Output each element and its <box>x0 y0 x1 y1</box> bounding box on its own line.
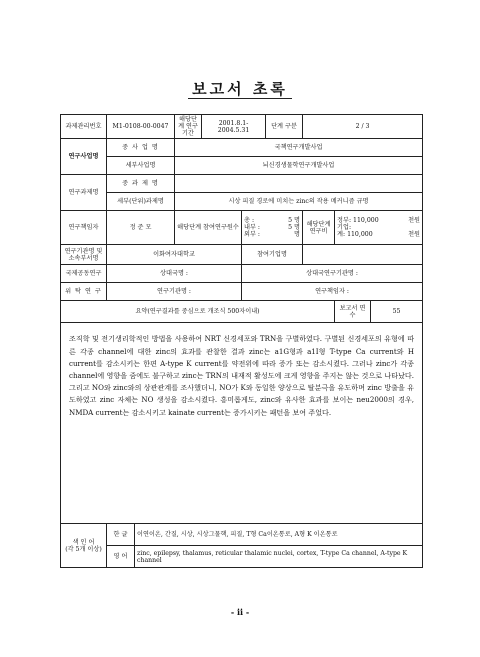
page-title: 보고서 초록 <box>192 80 288 98</box>
row-project-info <box>61 115 423 139</box>
keywords-sublabel: (각 5개 이상) <box>65 545 102 553</box>
intl-country: 상대국명 : <box>107 265 242 283</box>
staff-counts <box>242 211 303 245</box>
pages-value: 55 <box>371 301 423 323</box>
fund-gov-unit: 천원 <box>408 217 421 225</box>
staff-internal-label: 내부 : <box>244 224 261 232</box>
row-intl <box>61 265 423 283</box>
staff-total-value: 5 명 <box>288 217 301 225</box>
staff-external-label: 외부 : <box>244 231 261 239</box>
main-program-value: 국책연구개발사업 <box>175 139 423 157</box>
fund-gov-label: 정부: <box>337 217 352 225</box>
detail-task-value: 시상 피질 경로에 미치는 zinc의 작용 메커니즘 규명 <box>175 193 423 211</box>
row-keywords-en <box>61 546 423 568</box>
consign-label: 위 탁 연 구 <box>61 283 107 301</box>
pages-label: 보고서 면수 <box>335 301 371 323</box>
fund-sum-label: 계: <box>337 231 346 239</box>
row-main-task <box>61 175 423 193</box>
pi-name: 정 준 모 <box>107 211 175 245</box>
row-institution <box>61 245 423 265</box>
row-detail-task <box>61 193 423 211</box>
sub-program-value: 뇌신경생물학연구개발사업 <box>175 157 423 175</box>
consign-inst: 연구기관명 : <box>107 283 242 301</box>
period-value: 2001.8.1-2004.5.31 <box>202 115 266 139</box>
summary-cell <box>61 323 423 524</box>
row-summary-header <box>61 301 423 323</box>
staff-label: 해당단계 참여연구원수 <box>175 211 242 245</box>
institution-value: 이화여자대학교 <box>107 245 242 265</box>
project-no-label: 과제관리번호 <box>61 115 107 139</box>
stage-label: 단계 구분 <box>266 115 303 139</box>
sub-program-label: 세부사업명 <box>107 157 175 175</box>
stage-value: 2 / 3 <box>303 115 423 139</box>
row-researcher <box>61 211 423 245</box>
page-number: - ii - <box>230 607 250 617</box>
partner-label: 참여기업명 <box>242 245 303 265</box>
fund-values <box>335 211 423 245</box>
staff-internal-value: 5 명 <box>288 224 301 232</box>
partner-value <box>303 245 423 265</box>
staff-total-label: 총 : <box>244 217 255 225</box>
keywords-en-value: zinc, epilepsy, thalamus, reticular thalamic nuclei, cortex, T-type Ca channel, A-type K channel <box>135 546 423 568</box>
project-no-value: M1-0108-00-0047 <box>107 115 175 139</box>
fund-sum-value: 110,000 <box>347 231 373 239</box>
pi-label: 연구책임자 <box>61 211 107 245</box>
row-summary <box>61 323 423 524</box>
keywords-label-cell <box>61 524 107 568</box>
keywords-ko-value: 이연이온, 간질, 시상, 시상그물핵, 피질, T형 Ca이온통로, A형 K 이온통로 <box>135 524 423 546</box>
fund-gov-value: 110,000 <box>353 217 379 225</box>
fund-label: 해당단계 연구비 <box>303 211 335 245</box>
row-consign <box>61 283 423 301</box>
row-keywords-ko <box>61 524 423 546</box>
period-label: 해당단계 연구기간 <box>175 115 202 139</box>
intl-label: 국제공동연구 <box>61 265 107 283</box>
fund-corp-label: 기업: <box>337 224 352 232</box>
detail-task-label: 세부(단위)과제명 <box>107 193 175 211</box>
task-label: 연구과제명 <box>61 175 107 211</box>
row-sub-program <box>61 157 423 175</box>
main-task-label: 중 과 제 명 <box>107 175 175 193</box>
row-main-program <box>61 139 423 157</box>
intl-inst: 상대국연구기관명 : <box>242 265 423 283</box>
institution-label: 연구기관명 및 소속부서명 <box>61 245 107 265</box>
report-abstract-table <box>60 114 423 568</box>
keywords-en-label: 영 어 <box>107 546 135 568</box>
consign-pi: 연구책임자 : <box>242 283 423 301</box>
keywords-ko-label: 한 글 <box>107 524 135 546</box>
summary-paragraph: 조직학 및 전기생리학적인 방법을 사용하여 NRT 신경세포와 TRN을 구별하였다. 구별된 신경세포의 유형에 따른 각종 channel에 대한 zinc의 효과를 관찰한 결과 zinc는 a1G형과 a1I형 T-type Ca current와 H current를 감소시키는 한편 A-type K current를 약전위에 따라 증가 또는 감소시켰다. 그러나 zinc가 각종 channel에 영향을 줌에도 불구하고 zinc는 TRN의 내재적 활성도에 크게 영향을 주지는 않는 것으로 나타났다. 그리고 NO와 zinc와의 상관관계를 조사했더니, NO가 K와 동일한 양상으로 탈분극을 유도하며 zinc 방출을 유도하였고 zinc 자체는 NO 생성을 감소시켰다. 흥미롭게도, zinc와 유사한 효과를 보이는 neu2000의 경우, NMDA current는 감소시키고 kainate current는 증가시키는 패턴을 보여 주었다. <box>69 334 415 417</box>
summary-header-label: 요약(연구결과를 중심으로 개조식 500자이내) <box>61 301 335 323</box>
fund-sum-unit: 천원 <box>408 231 421 239</box>
staff-external-value: 명 <box>294 231 301 239</box>
main-program-label: 중 사 업 명 <box>107 139 175 157</box>
program-label: 연구사업명 <box>61 139 107 175</box>
keywords-label: 색 인 어 <box>72 538 95 546</box>
title-underline <box>188 98 292 99</box>
main-task-value <box>175 175 423 193</box>
